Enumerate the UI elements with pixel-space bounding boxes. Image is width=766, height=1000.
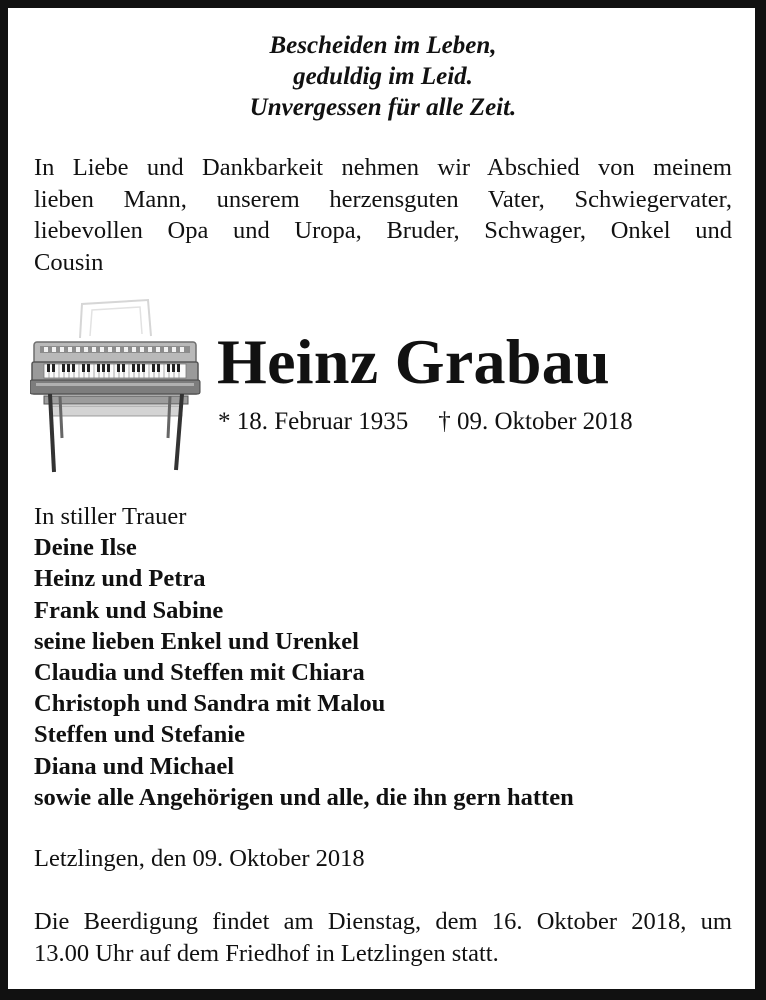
deceased-name: Heinz Grabau bbox=[217, 326, 610, 397]
death-date: † 09. Oktober 2018 bbox=[438, 408, 633, 435]
motto bbox=[0, 30, 766, 123]
mourner-name: Heinz und Petra bbox=[34, 565, 206, 593]
mourner-name: seine lieben Enkel und Urenkel bbox=[34, 627, 359, 655]
funeral-line-2: 13.00 Uhr auf dem Friedhof in Letzlingen statt. bbox=[34, 940, 499, 967]
intro-line-3: liebevollen Opa und Uropa, Bruder, Schwager, Onkel und bbox=[34, 217, 732, 244]
intro-text bbox=[34, 152, 732, 278]
motto-line-2: geduldig im Leid. bbox=[293, 63, 473, 90]
motto-line-1: Bescheiden im Leben, bbox=[269, 32, 497, 59]
birth-date: * 18. Februar 1935 bbox=[218, 408, 409, 435]
intro-line-2: lieben Mann, unserem herzensguten Vater, Schwiegervater, bbox=[34, 185, 732, 213]
funeral-notice bbox=[34, 906, 732, 970]
mourner-name: Diana und Michael bbox=[34, 752, 235, 780]
intro-line-1: In Liebe und Dankbarkeit nehmen wir Abschied von meinem bbox=[34, 154, 732, 181]
mourners-heading: In stiller Trauer bbox=[34, 503, 187, 530]
mourner-name: Frank und Sabine bbox=[34, 596, 224, 624]
funeral-line-1: Die Beerdigung findet am Dienstag, dem 16. Oktober 2018, um bbox=[34, 908, 732, 935]
mourner-name: Steffen und Stefanie bbox=[34, 721, 245, 749]
motto-line-3: Unvergessen für alle Zeit. bbox=[249, 94, 517, 121]
mourner-name: Claudia und Steffen mit Chiara bbox=[34, 659, 365, 687]
mourners-list bbox=[34, 501, 574, 813]
intro-line-4: Cousin bbox=[34, 248, 104, 276]
mourner-name: Deine Ilse bbox=[34, 534, 137, 562]
mourner-name: Christoph und Sandra mit Malou bbox=[34, 690, 386, 718]
mourner-name: sowie alle Angehörigen und alle, die ihn gern hatten bbox=[34, 783, 574, 811]
life-dates bbox=[218, 407, 633, 437]
electronic-organ-icon bbox=[30, 296, 202, 474]
place-and-date: Letzlingen, den 09. Oktober 2018 bbox=[34, 845, 365, 872]
